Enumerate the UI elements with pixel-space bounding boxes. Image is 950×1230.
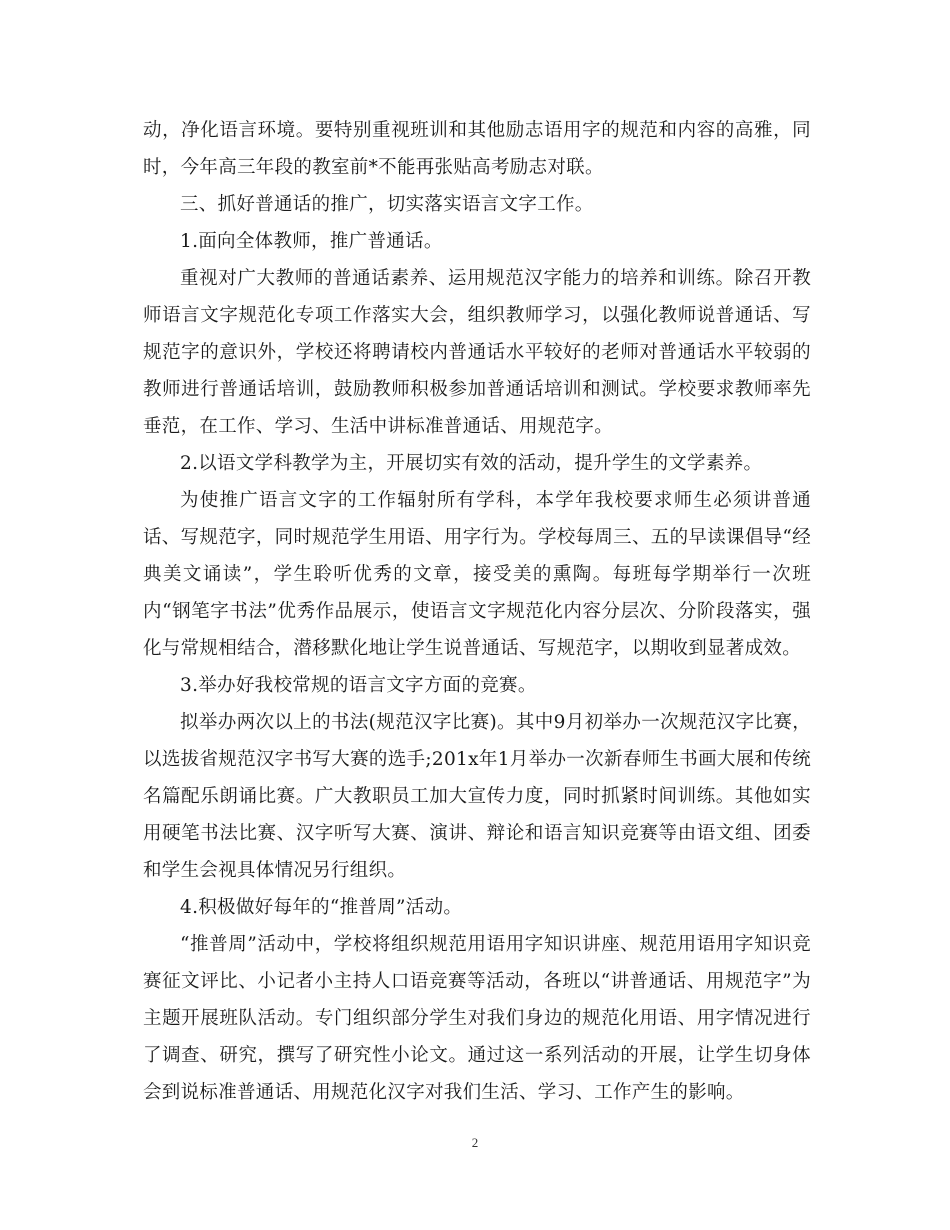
subheading-4: 4.积极做好每年的“推普周”活动。 bbox=[180, 897, 463, 918]
subheading-1: 1.面向全体教师，推广普通话。 bbox=[180, 231, 443, 252]
paragraph-promotion-week: “推普周”活动中，学校将组织规范用语用字知识讲座、规范用语用字知识竞赛征文评比、小记者小主持人口语竞赛等活动，各班以“讲普通话、用规范字”为主题开展班队活动。专门组织部分学生对我们身边的规范化用语、用字情况进行了调查、研究，撰写了研究性小论文。通过这一系列活动的开展，让学生切身体会到说标准普通话、用规范化汉字对我们生活、学习、工作产生的影响。 bbox=[143, 934, 811, 1103]
section-heading-3: 三、抓好普通话的推广，切实落实语言文字工作。 bbox=[180, 194, 594, 215]
paragraph-competitions: 拟举办两次以上的书法(规范汉字比赛)。其中9月初举办一次规范汉字比赛，以选拔省规范汉字书写大赛的选手;201x年1月举办一次新春师生书画大展和传统名篇配乐朗诵比赛。广大教职员工加大宣传力度，同时抓紧时间训练。其他如实用硬笔书法比赛、汉字听写大赛、演讲、辩论和语言知识竞赛等由语文组、团委和学生会视具体情况另行组织。 bbox=[143, 712, 811, 881]
subheading-3: 3.举办好我校常规的语言文字方面的竞赛。 bbox=[180, 675, 537, 696]
paragraph-student-activities: 为使推广语言文字的工作辐射所有学科，本学年我校要求师生必须讲普通话、写规范字，同时规范学生用语、用字行为。学校每周三、五的早读课倡导“经典美文诵读”，学生聆听优秀的文章，接受美的熏陶。每班每学期举行一次班内“钢笔字书法”优秀作品展示，使语言文字规范化内容分层次、分阶段落实，强化与常规相结合，潜移默化地让学生说普通话、写规范字，以期收到显著成效。 bbox=[143, 490, 811, 659]
subheading-2: 2.以语文学科教学为主，开展切实有效的活动，提升学生的文学素养。 bbox=[180, 453, 763, 474]
paragraph-teacher-training: 重视对广大教师的普通话素养、运用规范汉字能力的培养和训练。除召开教师语言文字规范化专项工作落实大会，组织教师学习，以强化教师说普通话、写规范字的意识外，学校还将聘请校内普通话水平较好的老师对普通话水平较弱的教师进行普通话培训，鼓励教师积极参加普通话培训和测试。学校要求教师率先垂范，在工作、学习、生活中讲标准普通话、用规范字。 bbox=[143, 268, 811, 437]
page-number: 2 bbox=[471, 1135, 479, 1150]
document-body bbox=[143, 112, 811, 1111]
paragraph-continuation: 动，净化语言环境。要特别重视班训和其他励志语用字的规范和内容的高雅，同时，今年高三年段的教室前*不能再张贴高考励志对联。 bbox=[143, 120, 811, 178]
